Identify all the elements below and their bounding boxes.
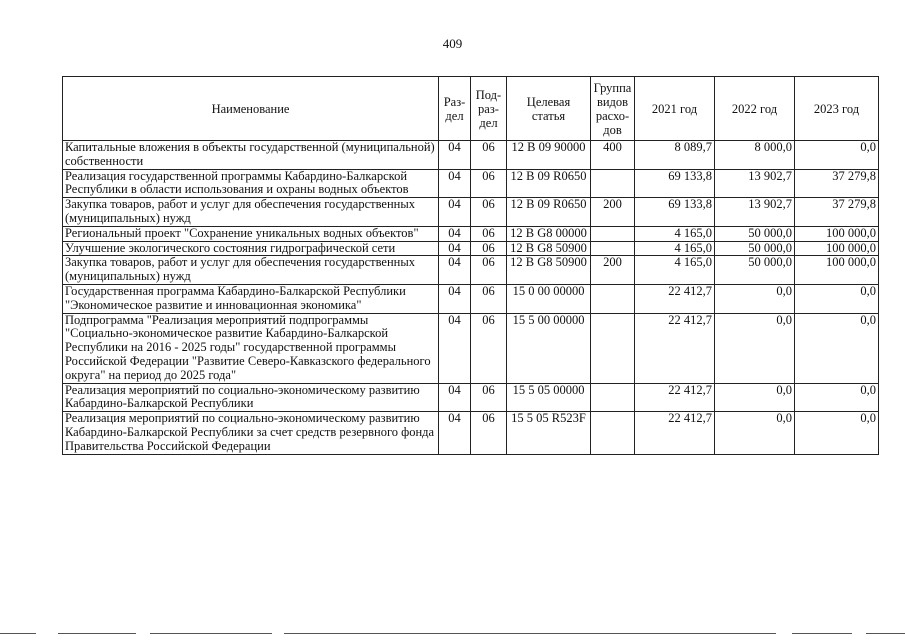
row-expense-group: 200 xyxy=(591,198,635,227)
row-subsection: 06 xyxy=(471,169,507,198)
header-2023: 2023 год xyxy=(795,77,879,141)
row-amount-2022: 50 000,0 xyxy=(715,241,795,256)
row-amount-2021: 4 165,0 xyxy=(635,256,715,285)
row-name: Улучшение экологического состояния гидрографической сети xyxy=(63,241,439,256)
row-name: Реализация мероприятий по социально-экономическому развитию Кабардино-Балкарской Республики за счет средств резервного фонда Правительства Российской Федерации xyxy=(63,412,439,454)
row-amount-2023: 0,0 xyxy=(795,141,879,170)
row-target-article: 12 В 09 R0650 xyxy=(507,198,591,227)
row-amount-2021: 69 133,8 xyxy=(635,169,715,198)
row-subsection: 06 xyxy=(471,412,507,454)
row-amount-2023: 0,0 xyxy=(795,412,879,454)
row-expense-group xyxy=(591,169,635,198)
row-target-article: 12 В 09 R0650 xyxy=(507,169,591,198)
row-amount-2022: 13 902,7 xyxy=(715,169,795,198)
table-row xyxy=(63,169,879,198)
row-amount-2023: 0,0 xyxy=(795,383,879,412)
row-amount-2023: 37 279,8 xyxy=(795,198,879,227)
row-subsection: 06 xyxy=(471,313,507,383)
header-2021: 2021 год xyxy=(635,77,715,141)
row-amount-2022: 0,0 xyxy=(715,284,795,313)
row-expense-group xyxy=(591,241,635,256)
row-subsection: 06 xyxy=(471,241,507,256)
row-amount-2022: 13 902,7 xyxy=(715,198,795,227)
row-amount-2022: 50 000,0 xyxy=(715,226,795,241)
header-section: Раз- дел xyxy=(439,77,471,141)
row-expense-group xyxy=(591,226,635,241)
row-section: 04 xyxy=(439,412,471,454)
header-name: Наименование xyxy=(63,77,439,141)
row-subsection: 06 xyxy=(471,198,507,227)
table-header-row xyxy=(63,77,879,141)
row-name: Государственная программа Кабардино-Балкарской Республики "Экономическое развитие и инновационная экономика" xyxy=(63,284,439,313)
row-amount-2022: 0,0 xyxy=(715,313,795,383)
row-name: Региональный проект "Сохранение уникальных водных объектов" xyxy=(63,226,439,241)
table-row xyxy=(63,412,879,454)
row-expense-group xyxy=(591,383,635,412)
table-row xyxy=(63,313,879,383)
row-amount-2023: 100 000,0 xyxy=(795,226,879,241)
table-row xyxy=(63,241,879,256)
row-amount-2021: 8 089,7 xyxy=(635,141,715,170)
header-expense-group: Группа видов расхо- дов xyxy=(591,77,635,141)
row-expense-group: 200 xyxy=(591,256,635,285)
row-amount-2021: 22 412,7 xyxy=(635,284,715,313)
row-expense-group: 400 xyxy=(591,141,635,170)
row-subsection: 06 xyxy=(471,284,507,313)
row-target-article: 15 5 00 00000 xyxy=(507,313,591,383)
table-row xyxy=(63,226,879,241)
page-number: 409 xyxy=(442,36,463,51)
row-target-article: 15 5 05 R523F xyxy=(507,412,591,454)
row-subsection: 06 xyxy=(471,141,507,170)
row-section: 04 xyxy=(439,169,471,198)
row-amount-2023: 0,0 xyxy=(795,284,879,313)
row-amount-2023: 0,0 xyxy=(795,313,879,383)
row-target-article: 12 В 09 90000 xyxy=(507,141,591,170)
header-subsection: Под- раз- дел xyxy=(471,77,507,141)
row-amount-2023: 100 000,0 xyxy=(795,256,879,285)
row-expense-group xyxy=(591,313,635,383)
row-subsection: 06 xyxy=(471,256,507,285)
row-section: 04 xyxy=(439,284,471,313)
row-target-article: 12 В G8 50900 xyxy=(507,241,591,256)
row-amount-2021: 4 165,0 xyxy=(635,226,715,241)
row-target-article: 12 В G8 00000 xyxy=(507,226,591,241)
row-section: 04 xyxy=(439,256,471,285)
row-target-article: 15 0 00 00000 xyxy=(507,284,591,313)
table-row xyxy=(63,284,879,313)
row-amount-2022: 0,0 xyxy=(715,412,795,454)
budget-table xyxy=(62,76,879,455)
table-row xyxy=(63,198,879,227)
row-section: 04 xyxy=(439,226,471,241)
row-section: 04 xyxy=(439,198,471,227)
row-amount-2021: 22 412,7 xyxy=(635,412,715,454)
table-row xyxy=(63,256,879,285)
row-section: 04 xyxy=(439,383,471,412)
table-row xyxy=(63,383,879,412)
row-amount-2023: 37 279,8 xyxy=(795,169,879,198)
row-target-article: 15 5 05 00000 xyxy=(507,383,591,412)
row-name: Подпрограмма "Реализация мероприятий подпрограммы "Социально-экономическое развитие Кабардино-Балкарской Республики на 2016 - 2025 годы" государственной программы Российской Федерации "Развитие Северо-Кавказского федерального округа" на период до 2025 года" xyxy=(63,313,439,383)
row-subsection: 06 xyxy=(471,383,507,412)
table-row xyxy=(63,141,879,170)
header-2022: 2022 год xyxy=(715,77,795,141)
row-amount-2022: 8 000,0 xyxy=(715,141,795,170)
row-amount-2021: 69 133,8 xyxy=(635,198,715,227)
row-amount-2021: 22 412,7 xyxy=(635,383,715,412)
page-bottom-rule xyxy=(0,633,905,635)
row-name: Реализация мероприятий по социально-экономическому развитию Кабардино-Балкарской Республики xyxy=(63,383,439,412)
row-amount-2021: 4 165,0 xyxy=(635,241,715,256)
row-name: Закупка товаров, работ и услуг для обеспечения государственных (муниципальных) нужд xyxy=(63,198,439,227)
header-target-article: Целевая статья xyxy=(507,77,591,141)
row-name: Капитальные вложения в объекты государственной (муниципальной) собственности xyxy=(63,141,439,170)
row-section: 04 xyxy=(439,241,471,256)
row-amount-2022: 0,0 xyxy=(715,383,795,412)
row-target-article: 12 В G8 50900 xyxy=(507,256,591,285)
row-amount-2022: 50 000,0 xyxy=(715,256,795,285)
row-section: 04 xyxy=(439,141,471,170)
row-subsection: 06 xyxy=(471,226,507,241)
row-expense-group xyxy=(591,284,635,313)
row-amount-2021: 22 412,7 xyxy=(635,313,715,383)
row-section: 04 xyxy=(439,313,471,383)
row-amount-2023: 100 000,0 xyxy=(795,241,879,256)
row-name: Закупка товаров, работ и услуг для обеспечения государственных (муниципальных) нужд xyxy=(63,256,439,285)
row-expense-group xyxy=(591,412,635,454)
row-name: Реализация государственной программы Кабардино-Балкарской Республики в области использования и охраны водных объектов xyxy=(63,169,439,198)
